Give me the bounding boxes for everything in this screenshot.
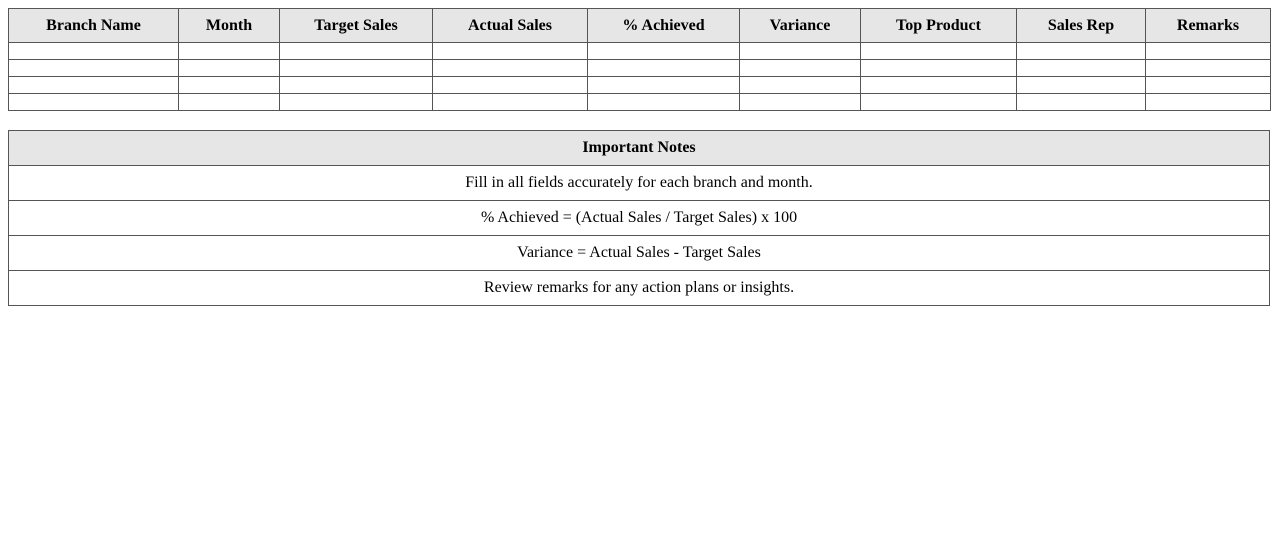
table-cell[interactable] xyxy=(1146,43,1271,60)
note-item: % Achieved = (Actual Sales / Target Sales) x 100 xyxy=(9,201,1270,236)
table-cell[interactable] xyxy=(433,94,588,111)
table-cell[interactable] xyxy=(179,43,280,60)
table-cell[interactable] xyxy=(740,94,861,111)
table-cell[interactable] xyxy=(1146,60,1271,77)
note-row xyxy=(9,236,1270,271)
table-cell[interactable] xyxy=(740,43,861,60)
table-cell[interactable] xyxy=(861,60,1017,77)
notes-title: Important Notes xyxy=(9,131,1270,166)
table-cell[interactable] xyxy=(433,77,588,94)
table-row xyxy=(9,43,1271,60)
table-cell[interactable] xyxy=(9,60,179,77)
table-cell[interactable] xyxy=(861,77,1017,94)
column-header-remarks: Remarks xyxy=(1146,9,1271,43)
table-cell[interactable] xyxy=(1146,94,1271,111)
table-cell[interactable] xyxy=(740,77,861,94)
column-header-branch-name: Branch Name xyxy=(9,9,179,43)
table-cell[interactable] xyxy=(740,60,861,77)
column-header-month: Month xyxy=(179,9,280,43)
column-header-variance: Variance xyxy=(740,9,861,43)
table-cell[interactable] xyxy=(433,43,588,60)
table-cell[interactable] xyxy=(1146,77,1271,94)
note-row xyxy=(9,271,1270,306)
table-cell[interactable] xyxy=(280,43,433,60)
note-item: Variance = Actual Sales - Target Sales xyxy=(9,236,1270,271)
table-cell[interactable] xyxy=(280,60,433,77)
table-cell[interactable] xyxy=(1017,94,1146,111)
table-cell[interactable] xyxy=(1017,60,1146,77)
table-cell[interactable] xyxy=(861,43,1017,60)
table-cell[interactable] xyxy=(179,60,280,77)
note-item: Review remarks for any action plans or insights. xyxy=(9,271,1270,306)
table-row xyxy=(9,77,1271,94)
table-cell[interactable] xyxy=(9,43,179,60)
note-row xyxy=(9,201,1270,236)
note-item: Fill in all fields accurately for each branch and month. xyxy=(9,166,1270,201)
important-notes-table xyxy=(8,130,1270,306)
table-cell[interactable] xyxy=(179,94,280,111)
table-cell[interactable] xyxy=(861,94,1017,111)
table-cell[interactable] xyxy=(280,77,433,94)
table-cell[interactable] xyxy=(9,77,179,94)
column-header-sales-rep: Sales Rep xyxy=(1017,9,1146,43)
table-cell[interactable] xyxy=(280,94,433,111)
table-cell[interactable] xyxy=(9,94,179,111)
table-row xyxy=(9,60,1271,77)
table-row xyxy=(9,94,1271,111)
table-cell[interactable] xyxy=(433,60,588,77)
sales-report-table xyxy=(8,8,1271,111)
column-header-actual-sales: Actual Sales xyxy=(433,9,588,43)
table-cell[interactable] xyxy=(588,94,740,111)
table-header-row xyxy=(9,9,1271,43)
table-cell[interactable] xyxy=(179,77,280,94)
column-header-top-product: Top Product xyxy=(861,9,1017,43)
table-cell[interactable] xyxy=(588,77,740,94)
table-cell[interactable] xyxy=(1017,77,1146,94)
table-cell[interactable] xyxy=(1017,43,1146,60)
note-row xyxy=(9,166,1270,201)
notes-header-row xyxy=(9,131,1270,166)
table-cell[interactable] xyxy=(588,60,740,77)
column-header-target-sales: Target Sales xyxy=(280,9,433,43)
column-header-percent-achieved: % Achieved xyxy=(588,9,740,43)
table-cell[interactable] xyxy=(588,43,740,60)
